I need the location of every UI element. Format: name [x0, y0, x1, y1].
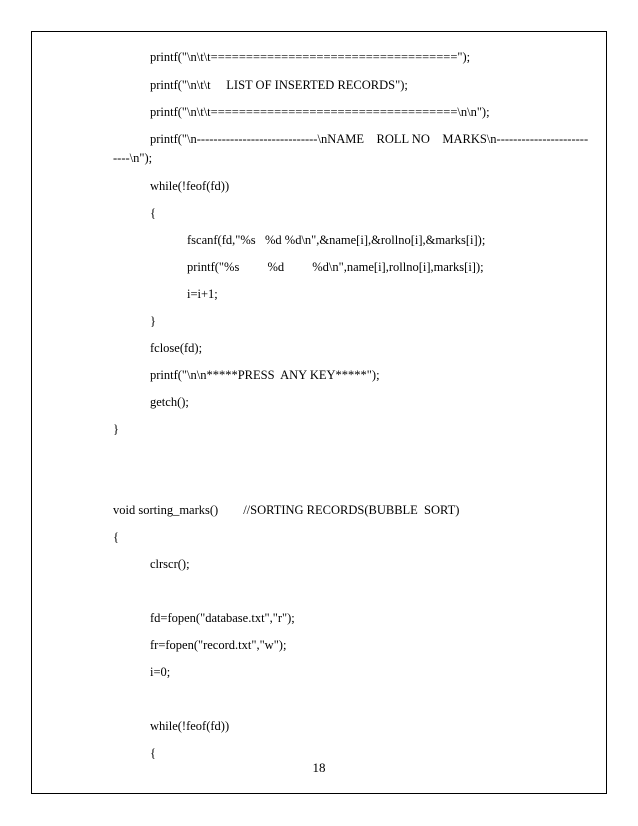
code-line-14: } [113, 422, 119, 436]
code-line-2: printf("\n\t\t LIST OF INSERTED RECORDS"); [150, 78, 408, 92]
code-line-9: i=i+1; [187, 287, 218, 301]
code-line-16: { [113, 530, 119, 544]
code-line-20: i=0; [150, 665, 171, 679]
code-line-12: printf("\n\n*****PRESS ANY KEY*****"); [150, 368, 380, 382]
code-line-7: fscanf(fd,"%s %d %d\n",&name[i],&rollno[i],&marks[i]); [187, 233, 486, 247]
code-line-15: void sorting_marks() //SORTING RECORDS(BUBBLE SORT) [113, 503, 460, 517]
code-line-17: clrscr(); [150, 557, 190, 571]
code-line-18: fd=fopen("database.txt","r"); [150, 611, 295, 625]
code-line-19: fr=fopen("record.txt","w"); [150, 638, 287, 652]
code-line-1: printf("\n\t\t==================================="); [150, 50, 471, 64]
code-line-6: { [150, 206, 156, 220]
code-line-22: { [150, 746, 156, 760]
code-line-11: fclose(fd); [150, 341, 203, 355]
code-line-4-wrap: ----\n"); [113, 151, 153, 165]
code-line-4: printf("\n-----------------------------\nNAME ROLL NO MARKS\n---------------------- [150, 132, 589, 146]
code-line-8: printf("%s %d %d\n",name[i],rollno[i],marks[i]); [187, 260, 484, 274]
page-number: 18 [312, 760, 326, 775]
code-line-3: printf("\n\t\t===================================\n\n"); [150, 105, 490, 119]
code-line-10: } [150, 314, 156, 328]
code-line-21: while(!feof(fd)) [150, 719, 230, 733]
code-line-5: while(!feof(fd)) [150, 179, 230, 193]
code-line-13: getch(); [150, 395, 189, 409]
